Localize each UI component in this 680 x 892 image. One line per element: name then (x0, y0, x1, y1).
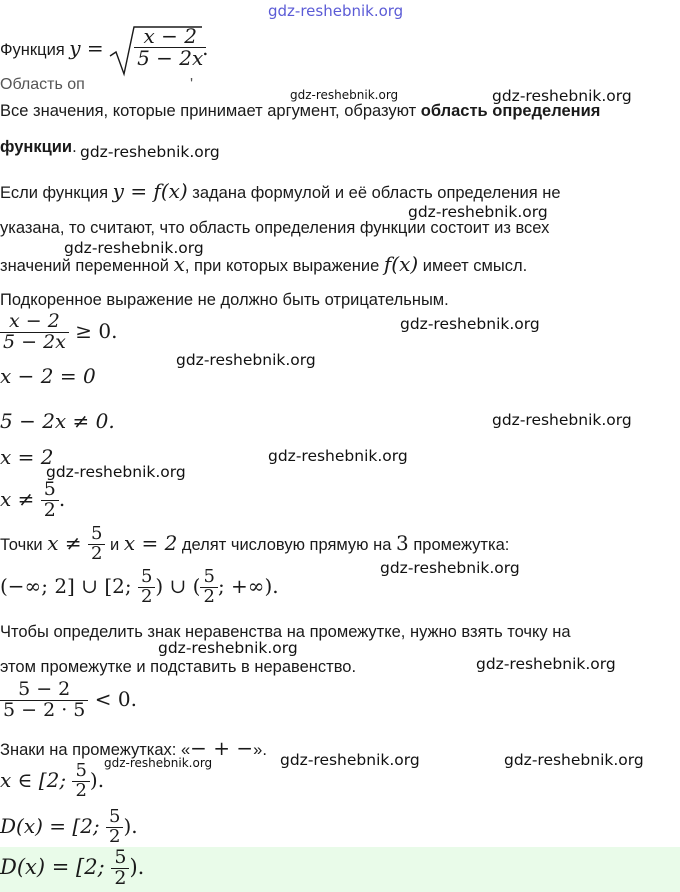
watermark: gdz-reshebnik.org (64, 239, 204, 257)
paragraph-domain (0, 100, 600, 122)
watermark: gdz-reshebnik.org (408, 203, 548, 221)
inequality-test: $\frac{5 - 2}{5 - 2 \cdot 5}$ < 0. (0, 680, 137, 721)
paragraph-rule-line1: Если функция y = f(x) задана формулой и её область определения не (0, 179, 561, 203)
paragraph-test-point-line1: Чтобы определить знак неравенства на промежутке, нужно взять точку на (0, 623, 571, 641)
signs-sequence: − + − (190, 736, 254, 760)
watermark: gdz-reshebnik.org (400, 315, 540, 333)
paragraph-rule-line3: значений переменной x, при которых выражение f(x) имеет смысл. (0, 252, 528, 276)
function-definition (0, 24, 208, 78)
paragraph-points: Точки x ≠ $\frac{5}{2}$ и x = 2 делят числовую прямую на 3 промежутка: (0, 523, 510, 564)
equation-x-equals-2: x = 2 (0, 445, 54, 469)
intervals-expression: (−∞; 2] ∪ [2; $\frac{5}{2}$ ) ∪ ( $\frac{5}{2}$ ; +∞). (0, 566, 279, 607)
watermark: gdz-reshebnik.org (492, 87, 632, 105)
formula-fx: f(x) (383, 252, 419, 276)
sqrt-denominator: 5 − 2x (137, 46, 204, 70)
equation-x-not-five-halves: x ≠ $\frac{5}{2}$ . (0, 478, 66, 521)
watermark: gdz-reshebnik.org (80, 143, 220, 161)
formula-yfx: y = f(x) (112, 179, 188, 203)
watermark: gdz-reshebnik.org (176, 351, 316, 369)
watermark: gdz-reshebnik.org (158, 639, 298, 657)
watermark: gdz-reshebnik.org (492, 411, 632, 429)
p1-text: Все значения, которые принимает аргумент, образуют (0, 102, 421, 120)
watermark: gdz-reshebnik.org (280, 751, 420, 769)
watermark: gdz-reshebnik.org (380, 559, 520, 577)
paragraph-radicand: Подкоренное выражение не должно быть отрицательным. (0, 291, 449, 309)
watermark: gdz-reshebnik.org (290, 88, 399, 102)
cut-text-line: Область оп ' (0, 76, 194, 93)
watermark-top: gdz-reshebnik.org (268, 2, 404, 20)
line1-end: . (202, 36, 209, 61)
equation-numerator-zero: x − 2 = 0 (0, 364, 96, 388)
equals-sign: = (86, 36, 104, 61)
watermark: gdz-reshebnik.org (476, 655, 616, 673)
sqrt-expression (108, 24, 202, 78)
watermark: gdz-reshebnik.org (104, 756, 213, 770)
inequality-radicand: $\frac{x - 2}{5 - 2x}$ ≥ 0. (0, 312, 117, 353)
watermark: gdz-reshebnik.org (46, 463, 186, 481)
answer-domain: D(x) = [2; $\frac{5}{2}$ ). (0, 846, 145, 889)
sqrt-numerator: x − 2 (143, 24, 197, 48)
result-x-in-interval: x ∈ [2; $\frac{5}{2}$ ). (0, 760, 105, 801)
paragraph-rule-line2: указана, то считают, что область определения функции состоит из всех (0, 219, 550, 237)
equation-denominator-nonzero: 5 − 2x ≠ 0. (0, 409, 115, 433)
function-prefix: Функция (0, 41, 65, 60)
paragraph-signs: Знаки на промежутках: «− + −». (0, 736, 267, 760)
paragraph-test-point-line2: этом промежутке и подставить в неравенство. (0, 658, 357, 676)
result-domain: D(x) = [2; $\frac{5}{2}$ ). (0, 806, 138, 847)
watermark: gdz-reshebnik.org (268, 447, 408, 465)
paragraph-domain-cont: функции. (0, 138, 77, 156)
watermark: gdz-reshebnik.org (504, 751, 644, 769)
var-x: x (173, 252, 185, 276)
p1-bold-term: область определения (420, 102, 601, 120)
var-y: y (69, 36, 81, 61)
p1-bold-term2: функции (0, 138, 73, 156)
